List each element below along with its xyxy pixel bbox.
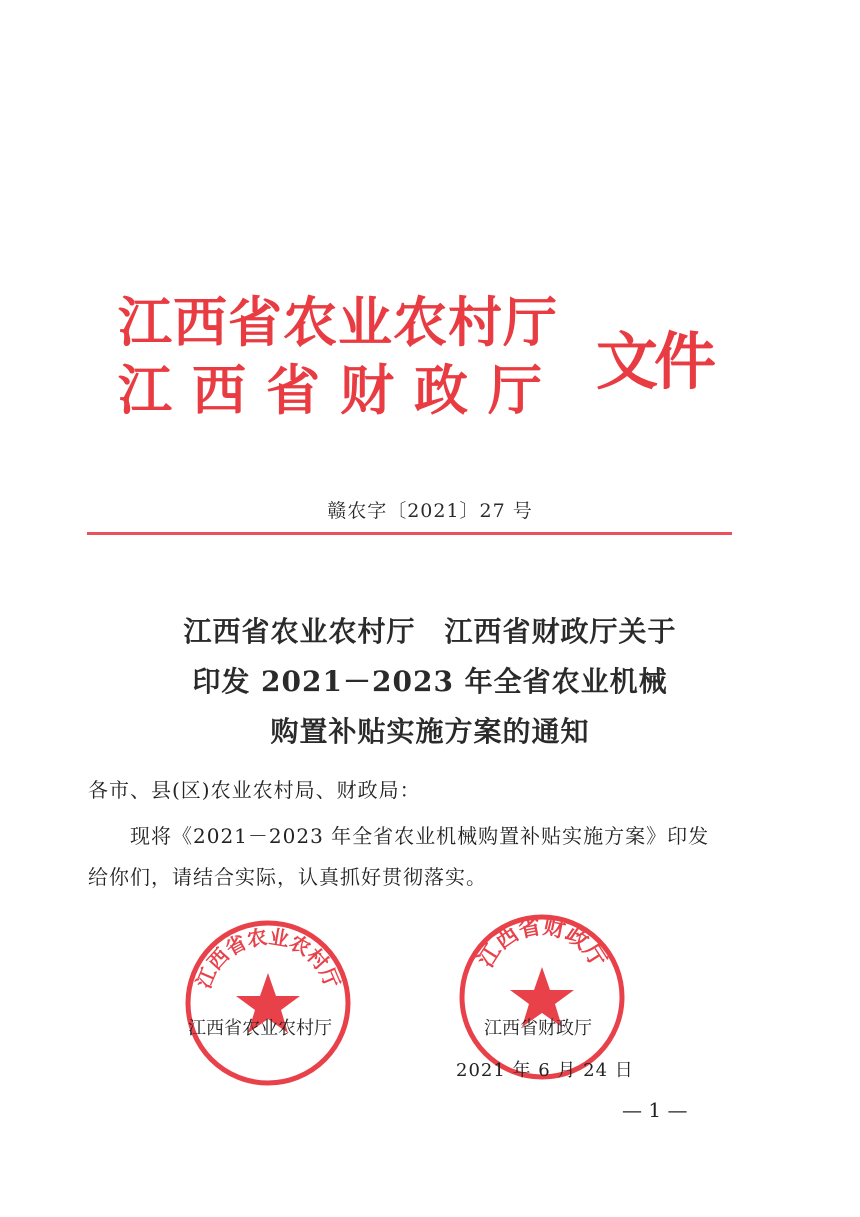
seal-1-lettering: 江西省农业农村厅 xyxy=(191,924,345,992)
body-paragraph-line-1: 现将《2021－2023 年全省农业机械购置补贴实施方案》印发 xyxy=(130,824,710,848)
body-paragraph-line-2: 给你们，请结合实际，认真抓好贯彻落实。 xyxy=(88,865,487,889)
org-name-finance: 江西省财政厅 xyxy=(118,359,562,422)
document-title-line-3: 购置补贴实施方案的通知 xyxy=(270,715,590,748)
seal-2-lettering: 江西省财政厅 xyxy=(473,914,611,973)
issue-date: 2021 年 6 月 24 日 xyxy=(456,1060,634,1081)
addressee: 各市、县(区)农业农村局、财政局： xyxy=(88,778,421,802)
org-name-agriculture: 江西省农业农村厅 xyxy=(118,291,558,354)
page-number: — 1 — xyxy=(622,1098,688,1122)
svg-text:江西省财政厅 xyxy=(474,913,611,972)
issuing-org-header xyxy=(118,280,718,430)
document-title-line-2: 印发 2021－2023 年全省农业机械 xyxy=(192,665,668,698)
signature-org-agriculture: 江西省农业农村厅 xyxy=(188,1018,332,1039)
red-divider-line xyxy=(87,532,732,535)
document-title-line-1: 江西省农业农村厅 江西省财政厅关于 xyxy=(183,615,677,648)
agriculture-dept-seal xyxy=(183,918,353,1088)
document-number: 赣农字〔2021〕27 号 xyxy=(327,500,533,522)
signature-org-finance: 江西省财政厅 xyxy=(484,1018,592,1039)
document-type-label: 文件 xyxy=(596,325,713,398)
